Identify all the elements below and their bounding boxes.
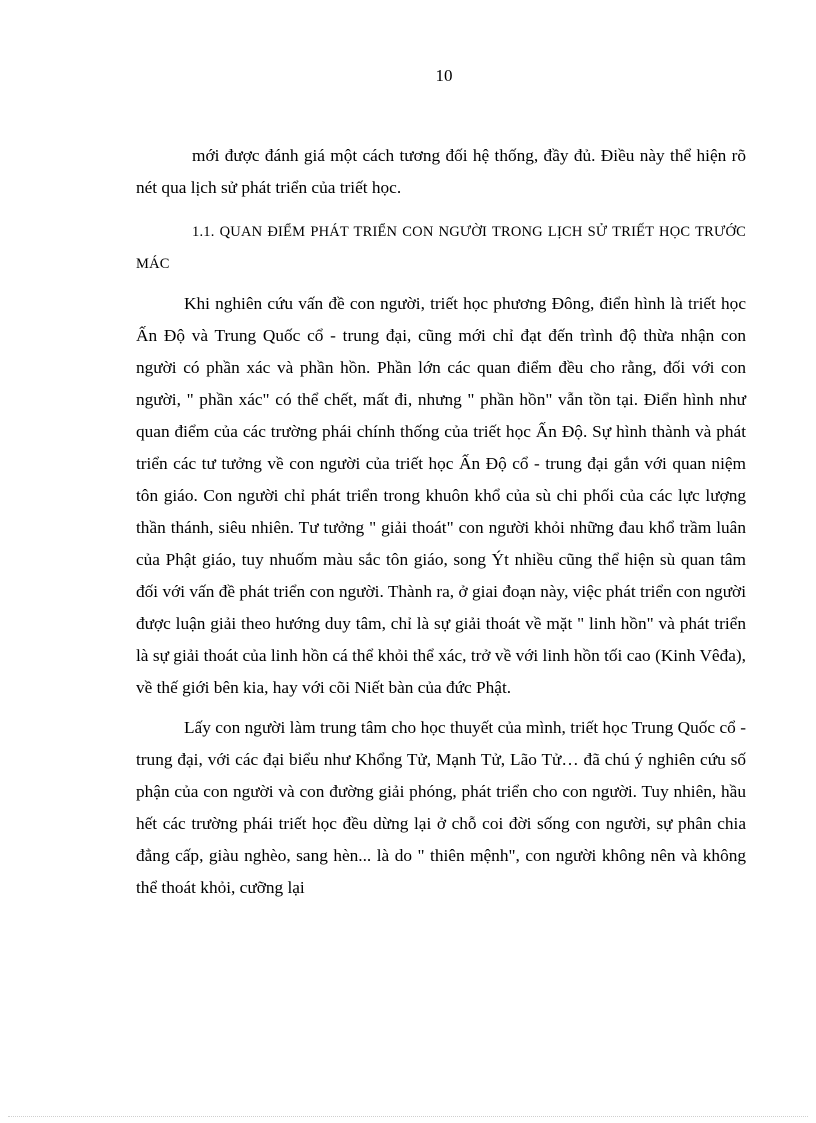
page-bottom-divider	[8, 1116, 808, 1117]
page-body	[136, 140, 746, 912]
body-paragraph-2: Lấy con người làm trung tâm cho học thuyết của mình, triết học Trung Quốc cổ - trung đại, với các đại biểu như Khổng Tử, Mạnh Tử, Lão Tử… đã chú ý nghiên cứu số phận của con người và con đường giải phóng, phát triển cho con người. Tuy nhiên, hầu hết các trường phái triết học đều dừng lại ở chỗ coi đời sống con người, sự phân chia đẳng cấp, giàu nghèo, sang hèn... là do " thiên mệnh", con người không nên và không thể thoát khỏi, cưỡng lại	[136, 718, 746, 897]
page-number: 10	[435, 66, 453, 85]
body-paragraph-1: Khi nghiên cứu vấn đề con người, triết học phương Đông, điển hình là triết học Ấn Độ và Trung Quốc cổ - trung đại, cũng mới chỉ đạt đến trình độ thừa nhận con người có phần xác và phần hồn. Phần lớn các quan điểm đều cho rằng, đối với con người, " phần xác" có thể chết, mất đi, nhưng " phần hồn" vẫn tồn tại. Điển hình như quan điểm của các trường phái chính thống của triết học Ấn Độ. Sự hình thành và phát triển các tư tưởng về con người của triết học Ấn Độ cổ - trung đại gắn với quan niệm tôn giáo. Con người chỉ phát triển trong khuôn khổ của sù chi phối của các lực lượng thần thánh, siêu nhiên. Tư tưởng " giải thoát" con người khỏi những đau khổ trầm luân của Phật giáo, tuy nhuốm màu sắc tôn giáo, song Ýt nhiều cũng thể hiện sù quan tâm đối với vấn đề phát triển con người. Thành ra, ở giai đoạn này, việc phát triển con người được luận giải theo hướng duy tâm, chỉ là sự giải thoát về mặt " linh hồn" và phát triển là sự giải thoát của linh hồn cá thể khỏi thể xác, trở về với linh hồn tối cao (Kinh Vêđa), về thế giới bên kia, hay với cõi Niết bàn của đức Phật.	[136, 294, 746, 697]
section-heading: 1.1. QUAN ĐIỂM PHÁT TRIỂN CON NGƯỜI TRONG LỊCH SỬ TRIẾT HỌC TRƯỚC MÁC	[136, 224, 746, 272]
continuation-paragraph: mới được đánh giá một cách tương đối hệ thống, đầy đủ. Điều này thể hiện rõ nét qua lịch sử phát triển của triết học.	[136, 146, 746, 197]
